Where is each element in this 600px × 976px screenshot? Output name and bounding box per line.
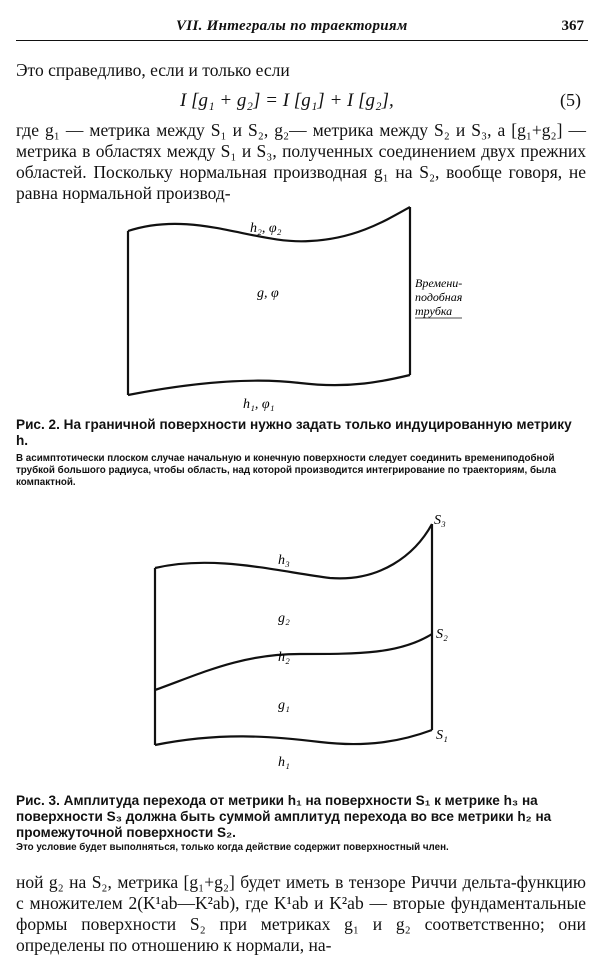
fig3-surface-s3 <box>155 524 432 578</box>
figure-3-drawing <box>0 510 600 790</box>
intro-line: Это справедливо, если и только если <box>16 60 290 80</box>
fig3-label-g2: g₂ <box>278 611 290 626</box>
page-number: 367 <box>561 18 584 34</box>
fig3-surface-s2 <box>155 634 432 690</box>
fig3-label-s2: S₂ <box>436 627 448 642</box>
fig2-side-label-3: трубка <box>415 304 453 318</box>
fig3-label-h1: h₁ <box>278 755 290 770</box>
paragraph-1: где g₁ — метрика между S₁ и S₂, g₂— метрика между S₂ и S₃, а [g₁+g₂] — метрика в областях между S₁ и S₃, полученных соединением двух прежних областей. Поскольку нормальная производная g₁ на S₂, вообще говоря, не равна нормальной производ- <box>16 120 586 203</box>
fig2-bottom-boundary <box>128 375 410 395</box>
fig2-label-top: h₂, φ₂ <box>250 221 282 236</box>
page-header <box>16 14 588 41</box>
equation-number: (5) <box>560 90 581 110</box>
equation-5: I [g₁ + g₂] = I [g₁] + I [g₂], <box>180 90 394 111</box>
figure-2-note: В асимптотически плоском случае начальную и конечную поверхности следует соединить времениподобной трубкой большого радиуса, чтобы область, над которой производится интегрирование по траекториям, была компактной. <box>16 453 557 488</box>
fig3-label-s3: S₃ <box>434 513 446 528</box>
figure-2-drawing <box>0 195 600 415</box>
fig3-label-h3: h₃ <box>278 553 290 568</box>
fig2-label-center: g, φ <box>257 286 279 301</box>
fig2-side-label-2: подобная <box>415 290 463 304</box>
figure-2-caption: Рис. 2. На граничной поверхности нужно задать только индуцированную метрику h. <box>16 417 572 448</box>
figure-3-note: Это условие будет выполняться, только когда действие содержит поверхностный член. <box>16 842 449 853</box>
fig2-side-label-1: Времени- <box>415 276 463 290</box>
fig3-label-s1: S₁ <box>436 728 448 743</box>
running-title: VII. Интегралы по траекториям <box>176 18 408 34</box>
figure-3-caption: Рис. 3. Амплитуда перехода от метрики h₁ на поверхности S₁ к метрике h₃ на поверхности S₃ должна быть суммой амплитуд перехода во все метрики h₂ на промежуточной поверхности S₂. <box>16 793 552 840</box>
paragraph-2: ной g₂ на S₂, метрика [g₁+g₂] будет иметь в тензоре Риччи дельта-функцию с множителем 2(K¹ab—K²ab), где K¹ab и K²ab — вторые фундаментальные формы поверхности S₂ при метриках g₁ и g₂ соответственно; они определены по отношению к нормали, на- <box>16 872 586 955</box>
fig3-surface-s1 <box>155 730 432 745</box>
fig3-label-h2: h₂ <box>278 650 290 665</box>
fig3-label-g1: g₁ <box>278 698 290 713</box>
fig2-label-bottom: h₁, φ₁ <box>243 397 275 412</box>
